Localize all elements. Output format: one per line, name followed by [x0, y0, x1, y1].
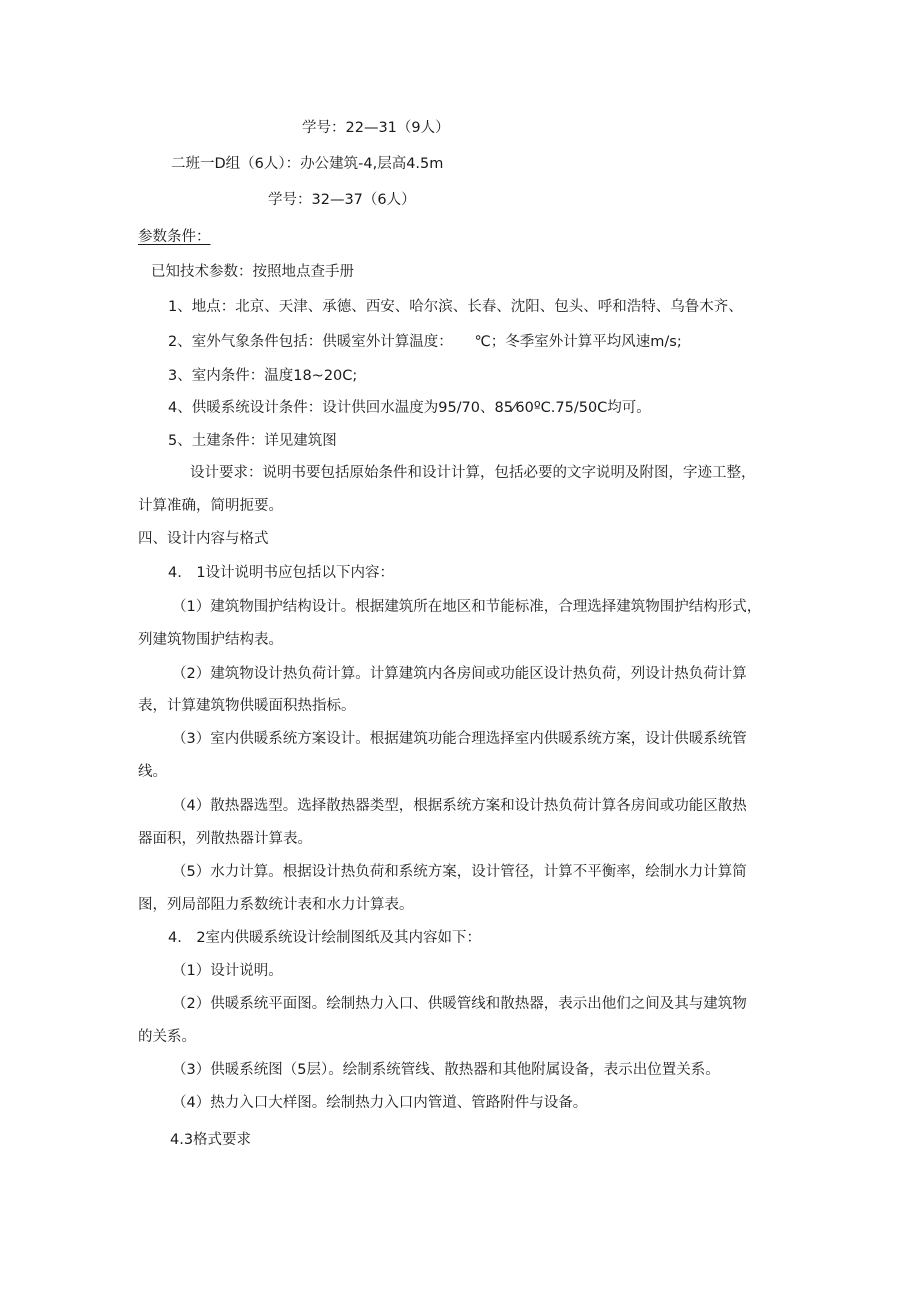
condition-item-4: 4、供暖系统设计条件：设计供回水温度为95/70、85⁄60ºC.75/50C均可。: [168, 400, 651, 416]
drawing-item-4: （4）热力入口大样图。绘制热力入口内管道、管路附件与设备。: [172, 1095, 588, 1111]
student-number-line-1: 学号：22—31（9人）: [302, 120, 450, 136]
group-assignment-line: 二班一D组（6人）：办公建筑-4,层高4.5m: [171, 156, 444, 172]
content-item-3-cont: 线。: [138, 764, 167, 780]
condition-item-2: 2、室外气象条件包括：供暖室外计算温度： ℃；冬季室外计算平均风速m/s;: [168, 334, 682, 350]
content-item-5-cont: 图，列局部阻力系数统计表和水力计算表。: [138, 897, 414, 913]
subsection-4-2: 4. 2室内供暖系统设计绘制图纸及其内容如下：: [168, 930, 482, 946]
design-requirements: 设计要求：说明书要包括原始条件和设计计算，包括必要的文字说明及附图，字迹工整，: [190, 465, 756, 481]
params-heading: 参数条件：: [138, 229, 211, 245]
condition-item-3: 3、室内条件：温度18~20C;: [168, 368, 358, 384]
content-item-1: （1）建筑物围护结构设计。根据建筑所在地区和节能标准，合理选择建筑物围护结构形式，: [172, 599, 762, 615]
drawing-item-1: （1）设计说明。: [172, 963, 283, 979]
condition-item-5: 5、土建条件：详见建筑图: [168, 433, 337, 449]
condition-item-1: 1、地点：北京、天津、承德、西安、哈尔滨、长春、沈阳、包头、呼和浩特、乌鲁木齐、: [168, 299, 743, 315]
subsection-4-3: 4.3格式要求: [170, 1132, 252, 1148]
content-item-2-cont: 表，计算建筑物供暖面积热指标。: [138, 698, 356, 714]
content-item-4-cont: 器面积，列散热器计算表。: [138, 831, 312, 847]
design-requirements-cont: 计算准确，简明扼要。: [138, 498, 283, 514]
content-item-1-cont: 列建筑物围护结构表。: [138, 632, 283, 648]
student-number-line-2: 学号：32—37（6人）: [268, 192, 416, 208]
content-item-5: （5）水力计算。根据设计热负荷和系统方案，设计管径，计算不平衡率，绘制水力计算简: [172, 864, 747, 880]
known-params: 已知技术参数：按照地点查手册: [151, 264, 354, 280]
drawing-item-2-cont: 的关系。: [138, 1029, 196, 1045]
content-item-4: （4）散热器选型。选择散热器类型，根据系统方案和设计热负荷计算各房间或功能区散热: [172, 798, 747, 814]
content-item-3: （3）室内供暖系统方案设计。根据建筑功能合理选择室内供暖系统方案，设计供暖系统管: [172, 731, 747, 747]
drawing-item-2: （2）供暖系统平面图。绘制热力入口、供暖管线和散热器，表示出他们之间及其与建筑物: [172, 996, 747, 1012]
subsection-4-1: 4. 1设计说明书应包括以下内容：: [168, 565, 395, 581]
content-item-2: （2）建筑物设计热负荷计算。计算建筑内各房间或功能区设计热负荷，列设计热负荷计算: [172, 666, 747, 682]
section-heading: 四、设计内容与格式: [138, 531, 269, 547]
drawing-item-3: （3）供暖系统图（5层）。绘制系统管线、散热器和其他附属设备，表示出位置关系。: [172, 1062, 720, 1078]
